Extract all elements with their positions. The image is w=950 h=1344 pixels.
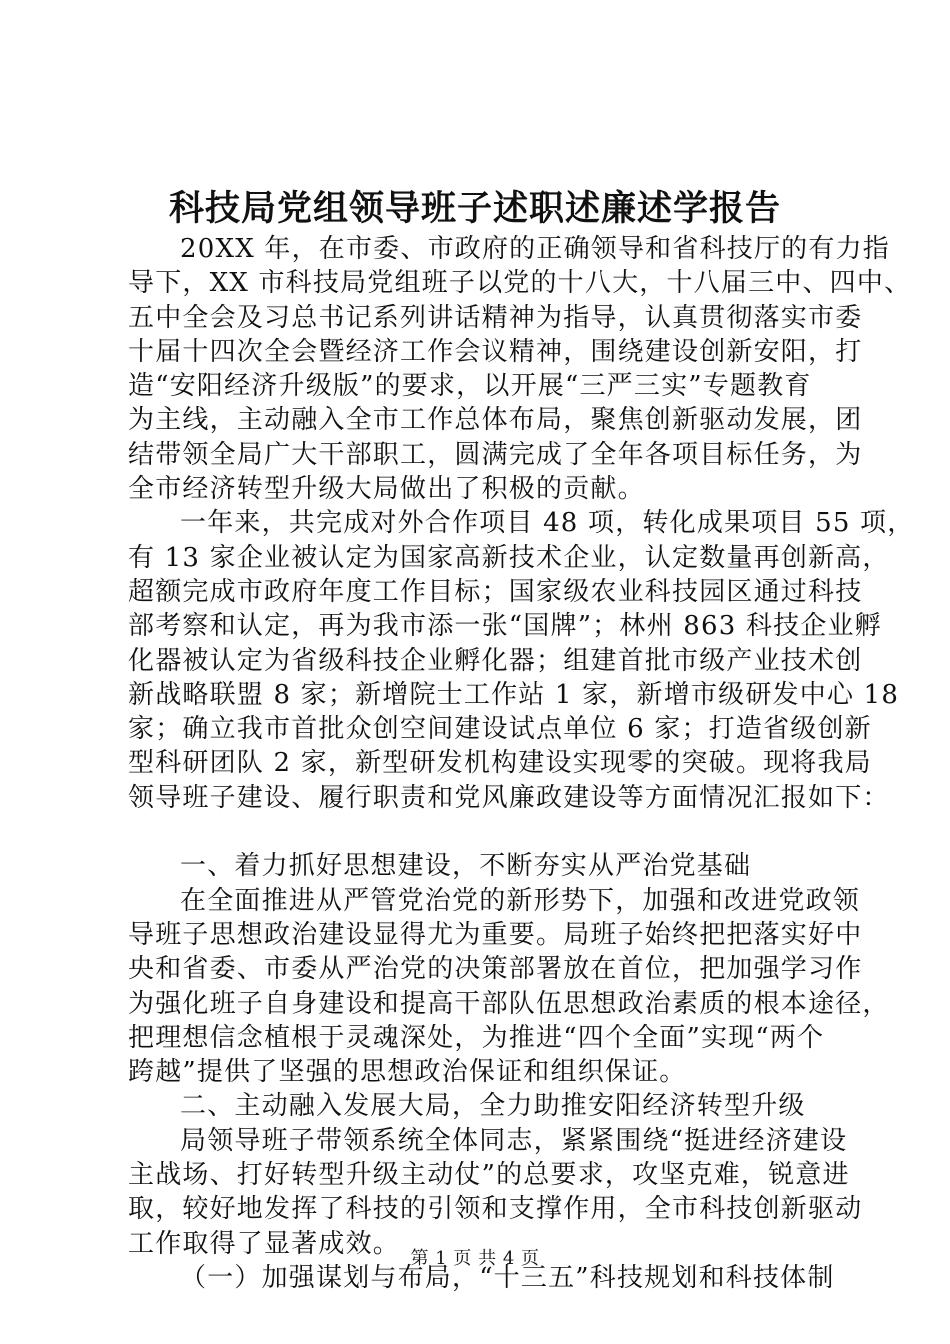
paragraph-line: 主战场、打好转型升级主动仗”的总要求，攻坚克难，锐意进 [128,1160,850,1191]
paragraph-line: 全市经济转型升级大局做出了积极的贡献。 [128,474,645,505]
paragraph-line: 导班子思想政治建设显得尤为重要。局班子始终把把落实好中 [128,919,863,950]
section-heading: 一、着力抓好思想建设，不断夯实从严治党基础 [180,851,752,882]
paragraph-line: 20XX 年，在市委、市政府的正确领导和省科技厅的有力指 [180,234,890,264]
page-footer: 第 1 页 共 4 页 [410,1248,540,1269]
document-body [128,232,915,1295]
blank-line [128,815,833,849]
paragraph-line: 把理想信念植根于灵魂深处，为推进“四个全面”实现“两个 [128,1022,825,1053]
paragraph-line: 在全面推进从严管党治党的新形势下，加强和改进党政领 [180,885,861,916]
paragraph-line: 导下，XX 市科技局党组班子以党的十八大，十八届三中、四中、 [128,268,912,299]
paragraph-line: 十届十四次全会暨经济工作会议精神，围绕建设创新安阳，打 [128,336,863,367]
paragraph-line: 工作取得了显著成效。 [128,1228,401,1259]
paragraph-line: 新战略联盟 8 家；新增院士工作站 1 家，新增市级研发中心 18 [128,679,900,710]
paragraph-line: 超额完成市政府年度工作目标；国家级农业科技园区通过科技 [128,576,863,607]
paragraph-line: 部考察和认定，再为我市添一张“国牌”；林州 863 科技企业孵 [128,611,882,642]
paragraph-line: 造“安阳经济升级版”的要求，以开展“三严三实”专题教育 [128,371,812,402]
paragraph-line: 一年来，共完成对外合作项目 48 项，转化成果项目 55 项， [180,508,915,539]
paragraph-line: 结带领全局广大干部职工，圆满完成了全年各项目标任务，为 [128,439,863,470]
paragraph-line: 取，较好地发挥了科技的引领和支撑作用，全市科技创新驱动 [128,1194,863,1225]
subsection-heading: （一）加强谋划与布局，“十三五”科技规划和科技体制 [180,1262,835,1293]
paragraph-line: 为强化班子自身建设和提高干部队伍思想政治素质的根本途径， [128,988,890,1019]
paragraph-line: 五中全会及习总书记系列讲话精神为指导，认真贯彻落实市委 [128,302,863,333]
section-heading: 二、主动融入发展大局，全力助推安阳经济转型升级 [180,1091,806,1122]
document-title: 科技局党组领导班子述职述廉述学报告 [168,188,781,229]
paragraph-line: 家；确立我市首批众创空间建设试点单位 6 家；打造省级创新 [128,714,872,745]
paragraph-line: 为主线，主动融入全市工作总体布局，聚焦创新驱动发展，团 [128,405,863,436]
paragraph-line: 央和省委、市委从严治党的决策部署放在首位，把加强学习作 [128,954,863,985]
paragraph-line: 化器被认定为省级科技企业孵化器；组建首批市级产业技术创 [128,645,863,676]
paragraph-line: 型科研团队 2 家，新型研发机构建设实现零的突破。现将我局 [128,748,872,779]
paragraph-line: 领导班子建设、履行职责和党风廉政建设等方面情况汇报如下： [128,782,890,813]
paragraph-line: 有 13 家企业被认定为国家高新技术企业，认定数量再创新高， [128,542,890,573]
paragraph-line: 局领导班子带领系统全体同志，紧紧围绕“挺进经济建设 [180,1125,848,1156]
paragraph-line: 跨越”提供了坚强的思想政治保证和组织保证。 [128,1057,687,1088]
